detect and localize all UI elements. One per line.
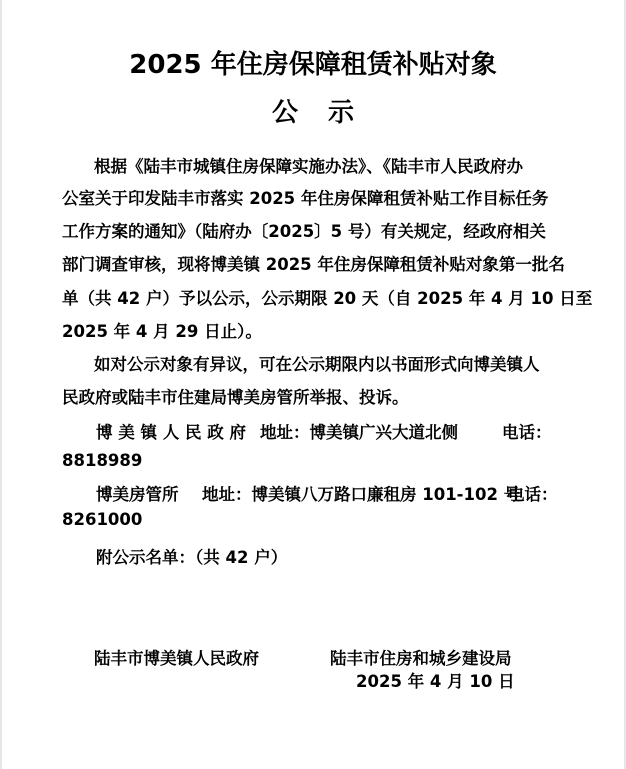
paragraph1-line3: 工作方案的通知》（陆府办〔2025〕5 号）有关规定，经政府相关	[62, 222, 546, 241]
contact2-address: 地址：博美镇八万路口廉租房 101-102 号	[202, 485, 521, 504]
contact1-address: 地址：博美镇广兴大道北侧	[260, 423, 458, 442]
paragraph2-line2: 民政府或陆丰市住建局博美房管所举报、投诉。	[62, 388, 409, 407]
paragraph2-line1: 如对公示对象有异议，可在公示期限内以书面形式向博美镇人	[94, 355, 540, 374]
document-title: 2025 年住房保障租赁补贴对象	[129, 50, 497, 80]
document-subtitle: 公示	[271, 98, 384, 128]
signature-left: 陆丰市博美镇人民政府	[94, 649, 259, 668]
attachment-note: 附公示名单：（共 42 户）	[96, 548, 288, 567]
contact1-phone-label: 电话：	[502, 423, 552, 442]
contact1-phone: 8818989	[62, 451, 143, 470]
contact1-name: 博 美 镇 人 民 政 府	[96, 423, 246, 442]
signature-date: 2025 年 4 月 10 日	[356, 672, 515, 691]
paragraph1-line4: 部门调查审核，现将博美镇 2025 年住房保障租赁补贴对象第一批名	[62, 255, 565, 274]
signature-right: 陆丰市住房和城乡建设局	[330, 649, 512, 668]
contact2-name: 博美房管所	[96, 485, 179, 504]
paragraph1-line1: 根据《陆丰市城镇住房保障实施办法》、《陆丰市人民政府办	[94, 157, 523, 176]
contact2-phone: 8261000	[62, 510, 143, 529]
paragraph1-line5: 单（共 42 户）予以公示，公示期限 20 天（自 2025 年 4 月 10 日至	[62, 289, 593, 308]
contact2-phone-label: 电话：	[508, 485, 558, 504]
paragraph1-line6: 2025 年 4 月 29 日止）。	[62, 322, 262, 341]
paragraph1-line2: 公室关于印发陆丰市落实 2025 年住房保障租赁补贴工作目标任务	[62, 189, 549, 208]
